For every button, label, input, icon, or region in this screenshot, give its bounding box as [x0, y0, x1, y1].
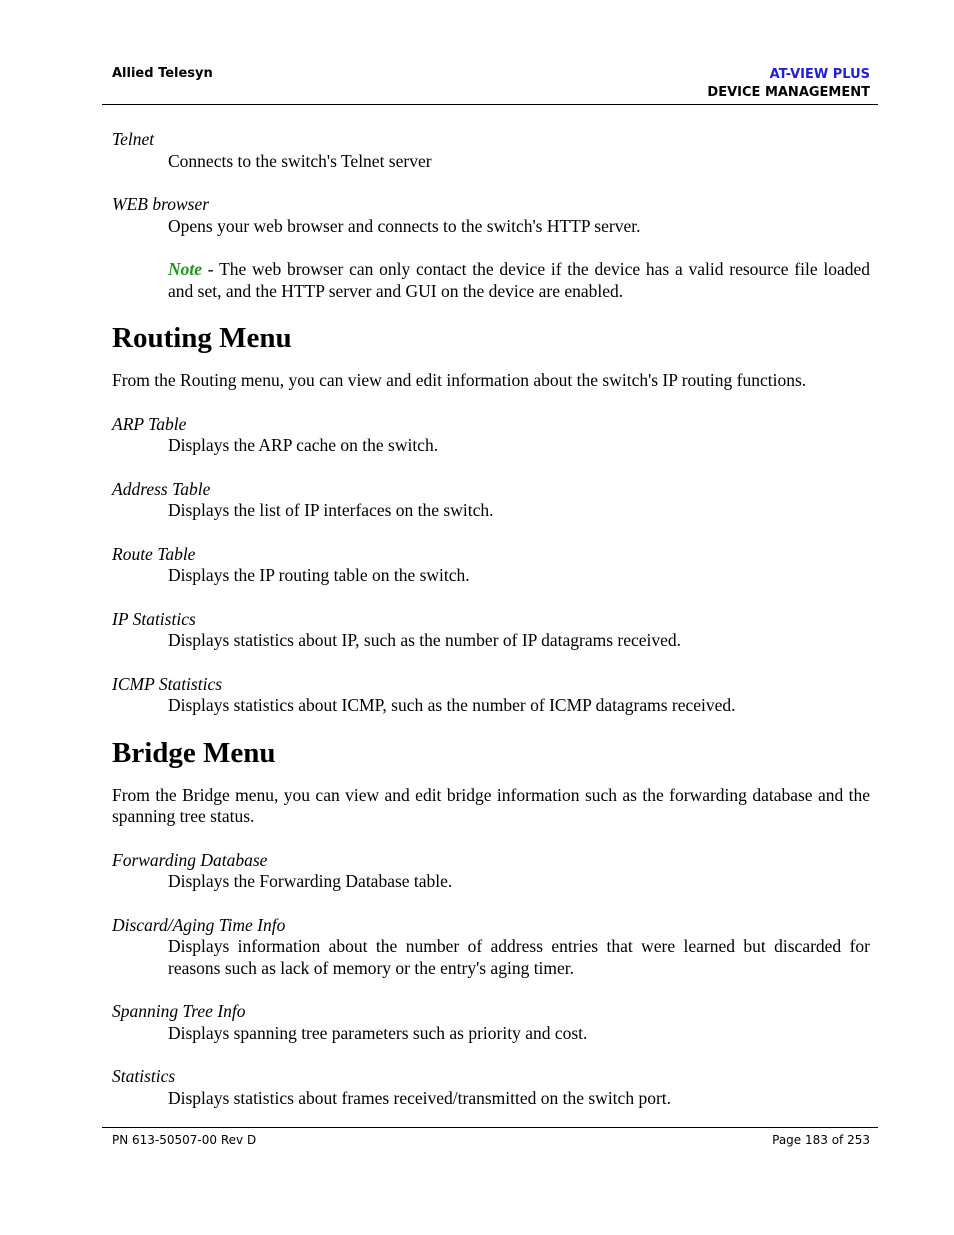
footer-part-number: PN 613-50507-00 Rev D — [112, 1133, 257, 1147]
term-ip-statistics: IP Statistics — [112, 608, 196, 629]
footer-page-number: Page 183 of 253 — [772, 1133, 870, 1147]
header-title-block — [707, 66, 870, 102]
desc-web-browser: Opens your web browser and connects to the switch's HTTP server. — [168, 215, 641, 236]
routing-intro: From the Routing menu, you can view and edit information about the switch's IP routing functions. — [112, 370, 807, 390]
note-paragraph — [168, 259, 870, 302]
term-route-table: Route Table — [112, 543, 196, 564]
footer-divider — [102, 1127, 878, 1128]
term-telnet: Telnet — [112, 129, 155, 149]
bridge-intro: From the Bridge menu, you can view and edit bridge information such as the forwarding database and the spanning tree status. — [112, 784, 870, 826]
routing-heading: Routing Menu — [112, 322, 292, 354]
desc-address-table: Displays the list of IP interfaces on the switch. — [168, 500, 494, 520]
desc-discard-aging: Displays information about the number of address entries that were learned but discarded for reasons such as lack of memory or the entry's aging timer. — [168, 936, 870, 978]
desc-spanning-tree-info: Displays spanning tree parameters such as priority and cost. — [168, 1022, 588, 1043]
header-section: DEVICE MANAGEMENT — [707, 85, 870, 100]
desc-statistics: Displays statistics about frames received/transmitted on the switch port. — [168, 1087, 672, 1108]
desc-arp-table: Displays the ARP cache on the switch. — [168, 435, 439, 455]
note-text: - The web browser can only contact the device if the device has a valid resource file loaded and set, and the HTTP server and GUI on the device are enabled. — [168, 259, 870, 301]
desc-forwarding-database: Displays the Forwarding Database table. — [168, 871, 453, 891]
header-company: Allied Telesyn — [112, 66, 213, 81]
term-spanning-tree-info: Spanning Tree Info — [112, 1001, 246, 1021]
term-icmp-statistics: ICMP Statistics — [112, 673, 223, 694]
page-content — [112, 129, 870, 1109]
header-divider — [102, 104, 878, 105]
term-arp-table: ARP Table — [112, 413, 187, 434]
term-web-browser: WEB browser — [112, 194, 210, 214]
desc-telnet: Connects to the switch's Telnet server — [168, 150, 432, 171]
term-address-table: Address Table — [112, 478, 211, 499]
term-discard-aging: Discard/Aging Time Info — [112, 914, 286, 935]
note-label: Note — [168, 259, 203, 279]
desc-icmp-statistics: Displays statistics about ICMP, such as the number of ICMP datagrams received. — [168, 695, 736, 715]
desc-route-table: Displays the IP routing table on the switch. — [168, 565, 470, 585]
term-statistics: Statistics — [112, 1066, 176, 1086]
desc-ip-statistics: Displays statistics about IP, such as the number of IP datagrams received. — [168, 630, 682, 650]
header-product: AT-VIEW PLUS — [769, 67, 870, 82]
term-forwarding-database: Forwarding Database — [112, 849, 268, 870]
bridge-heading: Bridge Menu — [112, 736, 276, 769]
